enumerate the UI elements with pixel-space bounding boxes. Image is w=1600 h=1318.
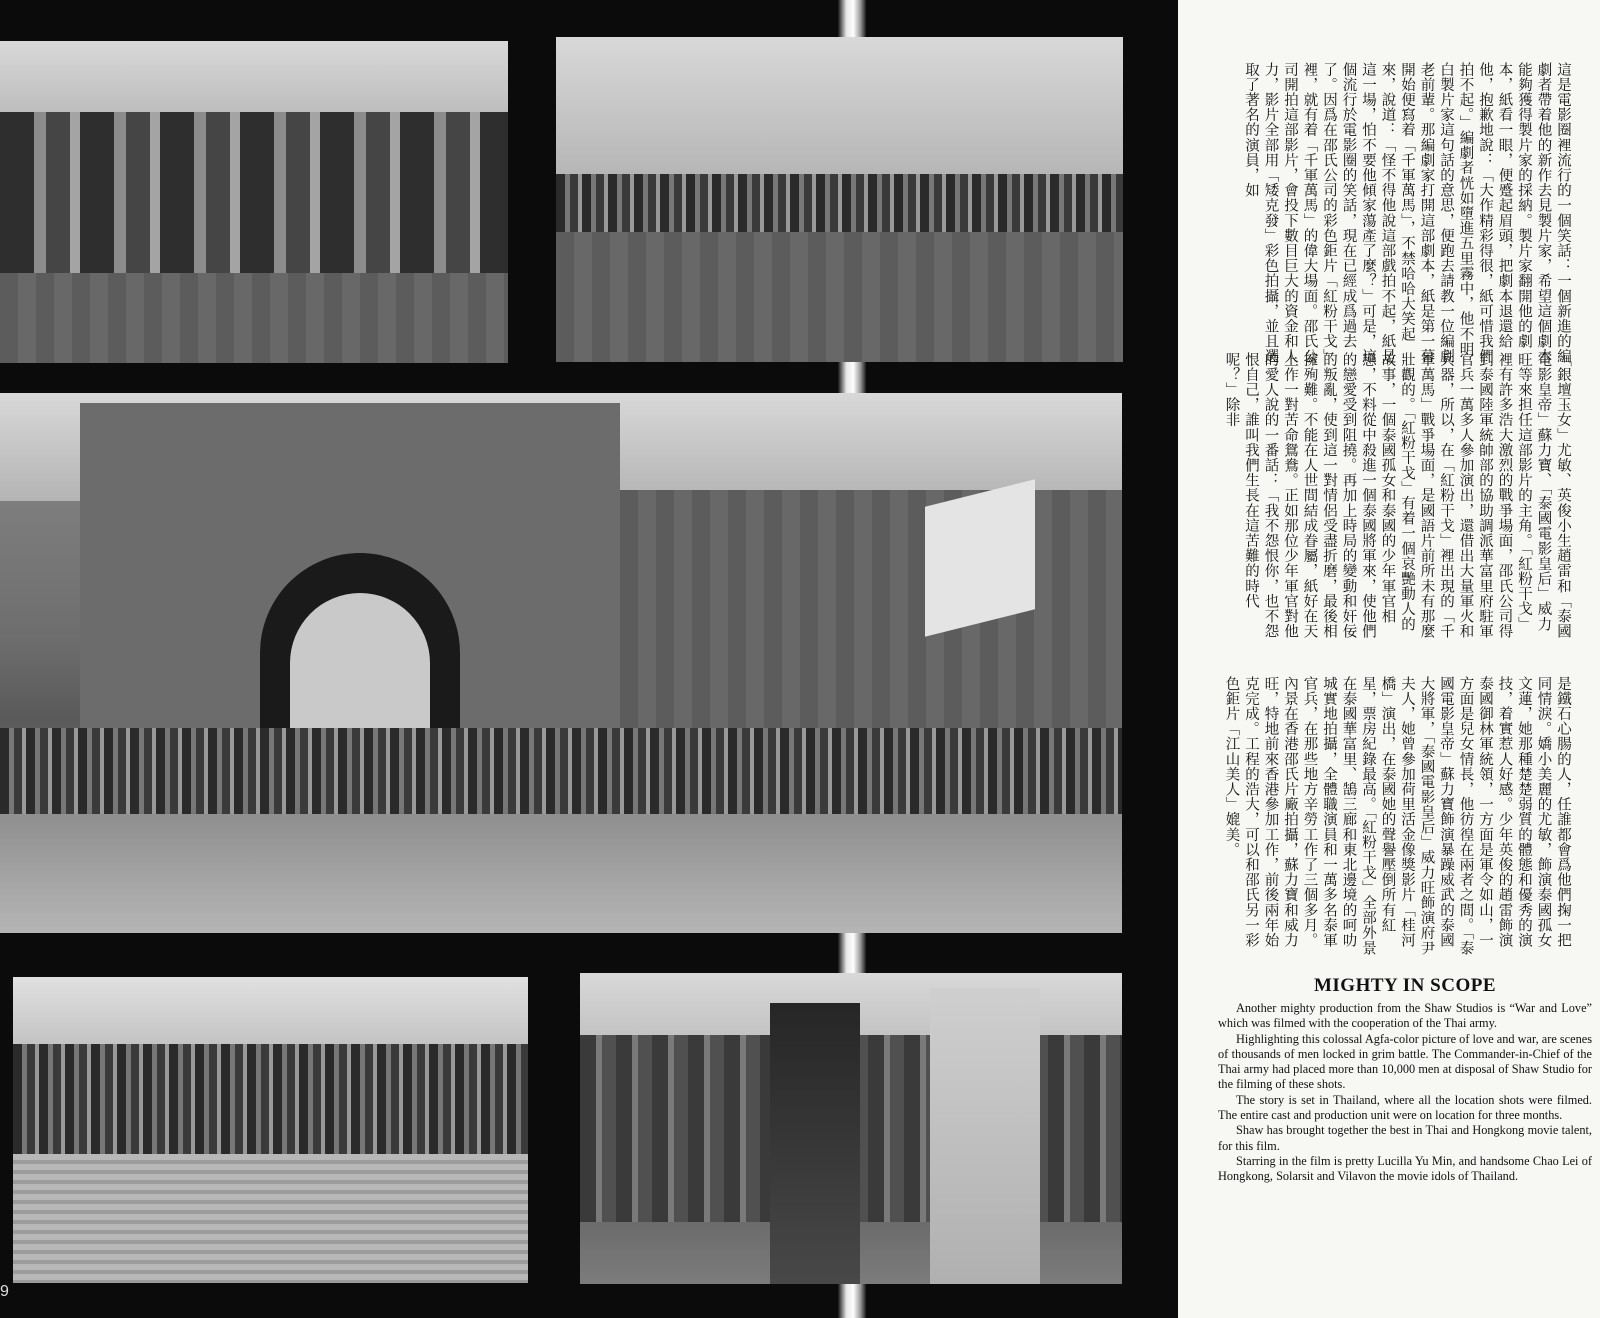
photo-officer-right — [930, 988, 1040, 1284]
photo-figures — [0, 112, 508, 273]
photo-wall — [0, 273, 508, 363]
photo-officers-portrait — [580, 973, 1122, 1284]
article-paragraph: The story is set in Thailand, where all the location shots were filmed. The entire cast and production unit were on location for three months. — [1218, 1092, 1592, 1123]
photo-water — [13, 1154, 528, 1283]
photo-flag — [925, 479, 1035, 636]
photo-river-ox-carts — [13, 977, 528, 1283]
photo-city-gate-cavalry — [0, 393, 1122, 933]
page-number: 9 — [0, 1283, 9, 1300]
chinese-text-block-2: 「銀壇玉女」尤敏、英俊小生趙雷和「泰國電影皇帝」蘇力寶、「泰國電影皇后」威力旺等來担任這部影片的主角。「紅粉干戈」裡有許多浩大激烈的戰爭場面，邵氏公司得到泰國陸軍統帥部的協助調派華富里府駐軍官兵一萬多人參加演出，還借出大量軍火和兵器，所以，在「紅粉干戈」裡出現的「千軍萬馬」戰爭場面，是國語片前所未有那麼壯觀的。「紅粉干戈」有着一個哀艷動人的故事，一個泰國孤女和泰國的少年軍官相戀，不料從中殺進一個泰國將軍來，使他們的戀愛受到阻撓。再加上時局的變動和奸佞的叛亂，使到這一對情侶受盡折磨，最後相擁殉難。不能在人世間結成眷屬，紙好在天上作一對苦命鴛鴦。正如那位少年軍官對他的愛人說的一番話：「我不怨恨你，也不怨恨自己，誰叫我們生長在這苦難的時代呢？」除非 — [1223, 352, 1571, 639]
photo-sky — [13, 977, 528, 1044]
photo-soldiers-on-wall-wide — [556, 37, 1123, 362]
photo-sky — [556, 37, 1123, 183]
article-paragraph: Highlighting this colossal Agfa-color picture of love and war, are scenes of thousands of men locked in grim battle. The Commander-in-Chief of the Thai army had placed more than 10,000 men at disposal of Shaw Studio for the filming of these shots. — [1218, 1031, 1592, 1092]
article-title: MIGHTY IN SCOPE — [1313, 975, 1497, 996]
photo-officer-left — [770, 1003, 860, 1284]
english-article — [1218, 975, 1592, 1185]
photo-soldiers-on-wall-closeup — [0, 41, 508, 363]
article-paragraph: Shaw has brought together the best in Thai and Hongkong movie talent, for this film. — [1218, 1123, 1592, 1153]
chinese-text-block-1: 這是電影圈裡流行的一個笑話：一個新進的編劇者帶着他的新作去見製片家，希望這個劇本能夠獲得製片家的採納。製片家翻開他的劇本，紙看一眼，便蹙起眉頭，把劇本退還給他，抱歉地說：「大作精彩得很，紙可惜我們拍不起。」編劇者恍如墮進五里霧中，他不明白製片家這句話的意思，便跑去請教一位編劇老前輩。那編劇家打開這部劇本，紙是第一幕開始便寫着「千軍萬馬」，不禁哈哈大笑起來，說道：「怪不得他說這部戲拍不起，紙是這一場，怕不要他傾家蕩產了麼？」可是，這個流行於電影圈的笑話，現在已經成爲過去了。因爲在邵氏公司的彩色鉅片「紅粉干戈」裡，就有着「千軍萬馬」的偉大場面。邵氏公司開拍這部影片，會投下數目巨大的資金和人力，影片全部用「矮克發」彩色拍攝，並且選取了著名的演員，如 — [1243, 62, 1571, 364]
photo-ground — [0, 814, 1122, 933]
photo-wall — [556, 232, 1123, 362]
chinese-text-block-3: 是鐵石心腸的人，任誰都會爲他們掬一把同情淚。嬌小美麗的尤敏，飾演泰國孤女文蓮，她那種楚楚弱質的體態和優秀的演技，着實惹人好感。少年英俊的趙雷飾演泰國御林軍統領，一方面是軍令如山，一方面是兒女情長，他彷徨在兩者之間。「泰國電影皇帝」蘇力寶飾演暴躁威武的泰國大將軍，「泰國電影皇后」威力旺飾演府尹夫人，她曾參加荷里活金像獎影片「桂河橋」演出，在泰國她的聲譽壓倒所有紅星，票房紀錄最高。「紅粉干戈」全部外景在泰國華富里、鵠三廊和東北邊境的呵叻城實地拍攝，全體職演員和一萬多名泰軍官兵，在那些地方辛勞工作了三個多月。內景在香港邵氏片廠拍攝，蘇力寶和威力旺，特地前來香港參加工作，前後兩年始克完成。工程的浩大，可以和邵氏另一彩色鉅片「江山美人」媲美。 — [1223, 676, 1571, 956]
photo-carts — [13, 1044, 528, 1160]
photo-figures — [556, 174, 1123, 239]
article-paragraph: Starring in the film is pretty Lucilla Yu Min, and handsome Chao Lei of Hongkong, Solarsit and Vilavon the movie idols of Thailand. — [1218, 1153, 1592, 1184]
article-paragraph: Another mighty production from the Shaw Studios is “War and Love” which was filmed with the cooperation of the Thai army. — [1218, 1001, 1592, 1031]
